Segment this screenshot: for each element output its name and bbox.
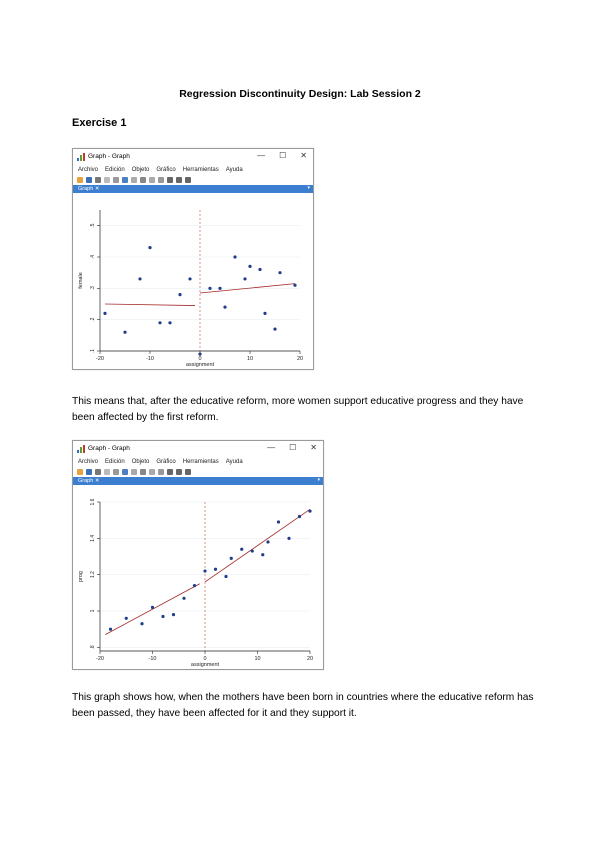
y-tick-label: .5	[90, 223, 96, 228]
toolbar	[73, 175, 313, 185]
data-point	[182, 597, 185, 600]
window-title: Graph - Graph	[88, 153, 130, 160]
maximize-icon[interactable]: ☐	[279, 151, 287, 160]
marker-icon[interactable]	[149, 469, 155, 475]
tab-graph[interactable]: Graph ✕	[75, 477, 102, 485]
graph-app-icon	[77, 153, 85, 161]
open-icon[interactable]	[77, 177, 83, 183]
pointer-icon[interactable]	[131, 469, 137, 475]
pause-icon[interactable]	[176, 177, 182, 183]
menu-archivo[interactable]: Archivo	[78, 166, 99, 173]
tab-graph[interactable]: Graph ✕	[75, 185, 102, 193]
x-tick-label: -10	[148, 656, 157, 662]
data-point	[123, 331, 126, 334]
copy-icon[interactable]	[104, 469, 110, 475]
text-icon[interactable]	[140, 469, 146, 475]
data-point	[140, 622, 143, 625]
open-icon[interactable]	[77, 469, 83, 475]
data-point	[224, 575, 227, 578]
data-point	[308, 509, 311, 512]
menu-herramientas[interactable]: Herramientas	[182, 458, 219, 465]
rename-icon[interactable]	[113, 469, 119, 475]
data-point	[178, 293, 181, 296]
x-tick-label: 10	[254, 656, 261, 662]
x-tick-label: -20	[96, 356, 104, 362]
x-tick-label: 0	[198, 356, 202, 362]
data-point	[172, 613, 175, 616]
x-axis-label: assignment	[190, 662, 220, 667]
y-tick-label: 1.6	[90, 498, 96, 506]
data-point	[243, 277, 246, 280]
x-axis-label: assignment	[185, 362, 215, 367]
data-point	[151, 606, 154, 609]
tab-label: Graph	[78, 478, 94, 484]
chart-edit-icon[interactable]	[122, 177, 128, 183]
save-icon[interactable]	[86, 177, 92, 183]
data-point	[103, 312, 106, 315]
menu-archivo[interactable]: Archivo	[78, 458, 99, 465]
menu-bar	[73, 164, 313, 175]
paragraph-1: This means that, after the educative reform, more women support educative progress and they have been affected by the first reform.	[72, 396, 524, 423]
data-point	[287, 537, 290, 540]
y-tick-label: .3	[90, 286, 96, 291]
menu-ayuda[interactable]: Ayuda	[225, 458, 243, 465]
data-point	[230, 557, 233, 560]
play-icon[interactable]	[185, 469, 191, 475]
data-point	[168, 321, 171, 324]
data-point	[161, 615, 164, 618]
menu-edicion[interactable]: Edición	[105, 166, 125, 173]
data-point	[214, 568, 217, 571]
window-titlebar[interactable]	[73, 441, 323, 456]
tab-strip	[73, 185, 313, 193]
y-axis-label: female	[78, 272, 84, 289]
data-point	[278, 271, 281, 274]
print-icon[interactable]	[95, 177, 101, 183]
maximize-icon[interactable]: ☐	[289, 443, 297, 452]
x-tick-label: 10	[246, 356, 254, 362]
line-icon[interactable]	[158, 177, 164, 183]
chart-prog	[74, 496, 322, 667]
y-tick-label: .4	[90, 254, 96, 260]
x-tick-label: 20	[306, 656, 314, 662]
tab-label: Graph	[78, 186, 94, 192]
chevron-down-icon[interactable]: ▾	[317, 477, 320, 483]
play-icon[interactable]	[185, 177, 191, 183]
data-point	[125, 617, 128, 620]
menu-herramientas[interactable]: Herramientas	[182, 166, 219, 173]
graph-app-icon	[77, 445, 85, 453]
record-icon[interactable]	[167, 177, 173, 183]
pause-icon[interactable]	[176, 469, 182, 475]
data-point	[198, 353, 201, 356]
menu-objeto[interactable]: Objeto	[131, 458, 150, 465]
data-point	[109, 628, 112, 631]
data-point	[223, 306, 226, 309]
y-axis-label: prog	[78, 570, 84, 583]
y-tick-label: 1.2	[90, 571, 96, 579]
menu-edicion[interactable]: Edición	[105, 458, 125, 465]
data-point	[248, 265, 251, 268]
minimize-icon[interactable]: —	[267, 443, 276, 452]
window-titlebar[interactable]	[73, 149, 313, 164]
y-tick-label: .1	[90, 348, 96, 354]
exercise-heading: Exercise 1	[72, 117, 127, 129]
data-point	[266, 540, 269, 543]
graph-window-2	[72, 440, 324, 670]
marker-icon[interactable]	[149, 177, 155, 183]
rename-icon[interactable]	[113, 177, 119, 183]
close-icon[interactable]: ✕	[310, 443, 317, 452]
data-point	[298, 515, 301, 518]
y-tick-label: 1	[90, 609, 96, 613]
x-tick-label: -10	[146, 356, 154, 362]
window-title: Graph - Graph	[88, 445, 130, 452]
data-point	[233, 255, 236, 258]
chart-female	[74, 204, 312, 367]
data-point	[258, 268, 261, 271]
data-point	[188, 277, 191, 280]
data-point	[251, 549, 254, 552]
data-point	[218, 287, 221, 290]
print-icon[interactable]	[95, 469, 101, 475]
fit-line-right	[205, 509, 310, 582]
menu-bar	[73, 456, 323, 467]
data-point	[208, 287, 211, 290]
data-point	[148, 246, 151, 249]
fit-line-left	[105, 304, 195, 306]
y-tick-label: .8	[90, 645, 96, 650]
y-tick-label: .2	[90, 317, 96, 322]
data-point	[263, 312, 266, 315]
line-icon[interactable]	[158, 469, 164, 475]
menu-objeto[interactable]: Objeto	[131, 166, 150, 173]
y-tick-label: 1.4	[90, 534, 96, 542]
save-icon[interactable]	[86, 469, 92, 475]
paragraph-2: This graph shows how, when the mothers have been born in countries where the educative reform has been passed, they have been affected for it and they support it.	[72, 692, 534, 719]
data-point	[240, 548, 243, 551]
x-tick-label: 0	[203, 656, 207, 662]
pointer-icon[interactable]	[131, 177, 137, 183]
data-point	[273, 327, 276, 330]
data-point	[261, 553, 264, 556]
data-point	[203, 569, 206, 572]
data-point	[138, 277, 141, 280]
tab-strip	[73, 477, 323, 485]
record-icon[interactable]	[167, 469, 173, 475]
data-point	[158, 321, 161, 324]
x-tick-label: -20	[96, 656, 104, 662]
toolbar	[73, 467, 323, 477]
copy-icon[interactable]	[104, 177, 110, 183]
data-point	[293, 284, 296, 287]
x-tick-label: 20	[296, 356, 304, 362]
fit-line-left	[105, 584, 200, 635]
chart-edit-icon[interactable]	[122, 469, 128, 475]
graph-window-1	[72, 148, 314, 370]
close-icon[interactable]: ✕	[300, 151, 307, 160]
text-icon[interactable]	[140, 177, 146, 183]
data-point	[193, 584, 196, 587]
document-title: Regression Discontinuity Design: Lab Session 2	[179, 88, 421, 100]
chevron-down-icon[interactable]: ▾	[307, 185, 310, 191]
menu-ayuda[interactable]: Ayuda	[225, 166, 243, 173]
minimize-icon[interactable]: —	[257, 151, 266, 160]
data-point	[277, 520, 280, 523]
menu-grafico[interactable]: Gráfico	[156, 458, 176, 465]
menu-grafico[interactable]: Gráfico	[156, 166, 176, 173]
